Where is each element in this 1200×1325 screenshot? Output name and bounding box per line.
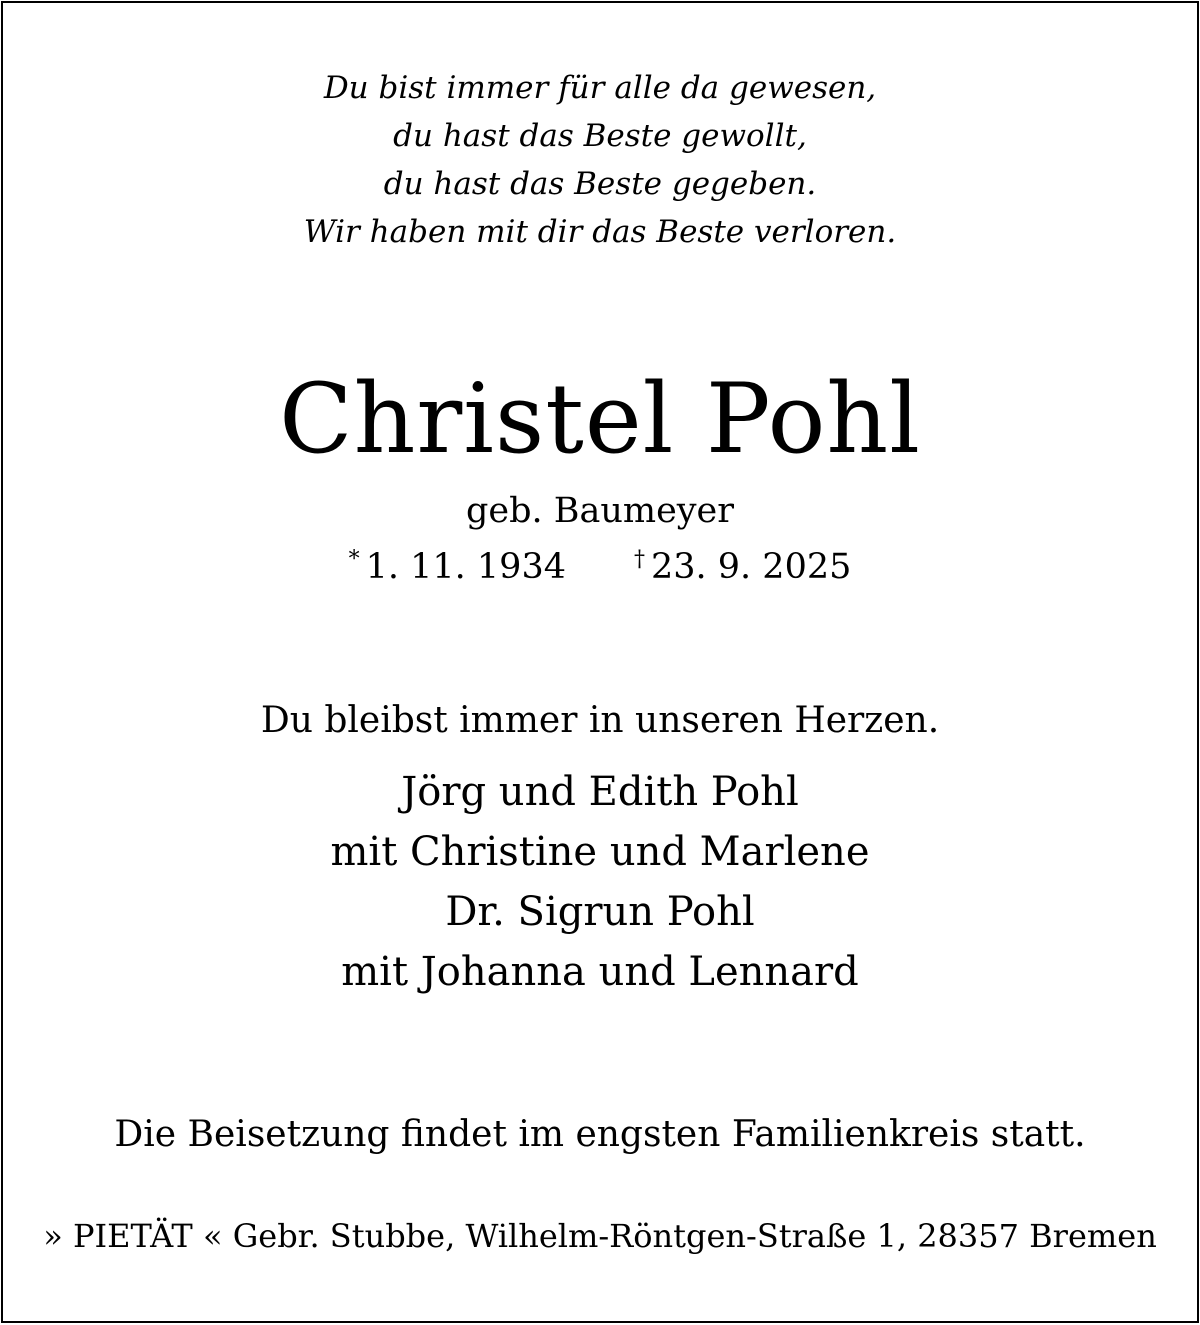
poem-line-3: du hast das Beste gegeben. [383, 166, 817, 202]
poem-line-1: Du bist immer für alle da gewesen, [323, 70, 877, 106]
family-line-1: Jörg und Edith Pohl [401, 769, 799, 815]
family-line-4: mit Johanna und Lennard [341, 949, 859, 995]
family-line-3: Dr. Sigrun Pohl [445, 889, 755, 935]
birth-date: 1. 11. 1934 [365, 547, 566, 587]
deceased-name: Christel Pohl [279, 363, 921, 475]
family-line-2: mit Christine und Marlene [330, 829, 870, 875]
remembrance-line: Du bleibst immer in unseren Herzen. [260, 700, 940, 741]
life-dates [0, 538, 1200, 589]
funeral-notice: Die Beisetzung findet im engsten Familienkreis statt. [114, 1114, 1086, 1155]
death-date: 23. 9. 2025 [651, 547, 852, 587]
maiden-name: geb. Baumeyer [465, 491, 735, 531]
death-symbol: † [634, 547, 645, 572]
poem-line-2: du hast das Beste gewollt, [393, 118, 807, 154]
poem-line-4: Wir haben mit dir das Beste verloren. [303, 214, 897, 250]
undertaker-line: » PIETÄT « Gebr. Stubbe, Wilhelm-Röntgen-Straße 1, 28357 Bremen [43, 1217, 1157, 1255]
birth-symbol: * [348, 547, 360, 572]
